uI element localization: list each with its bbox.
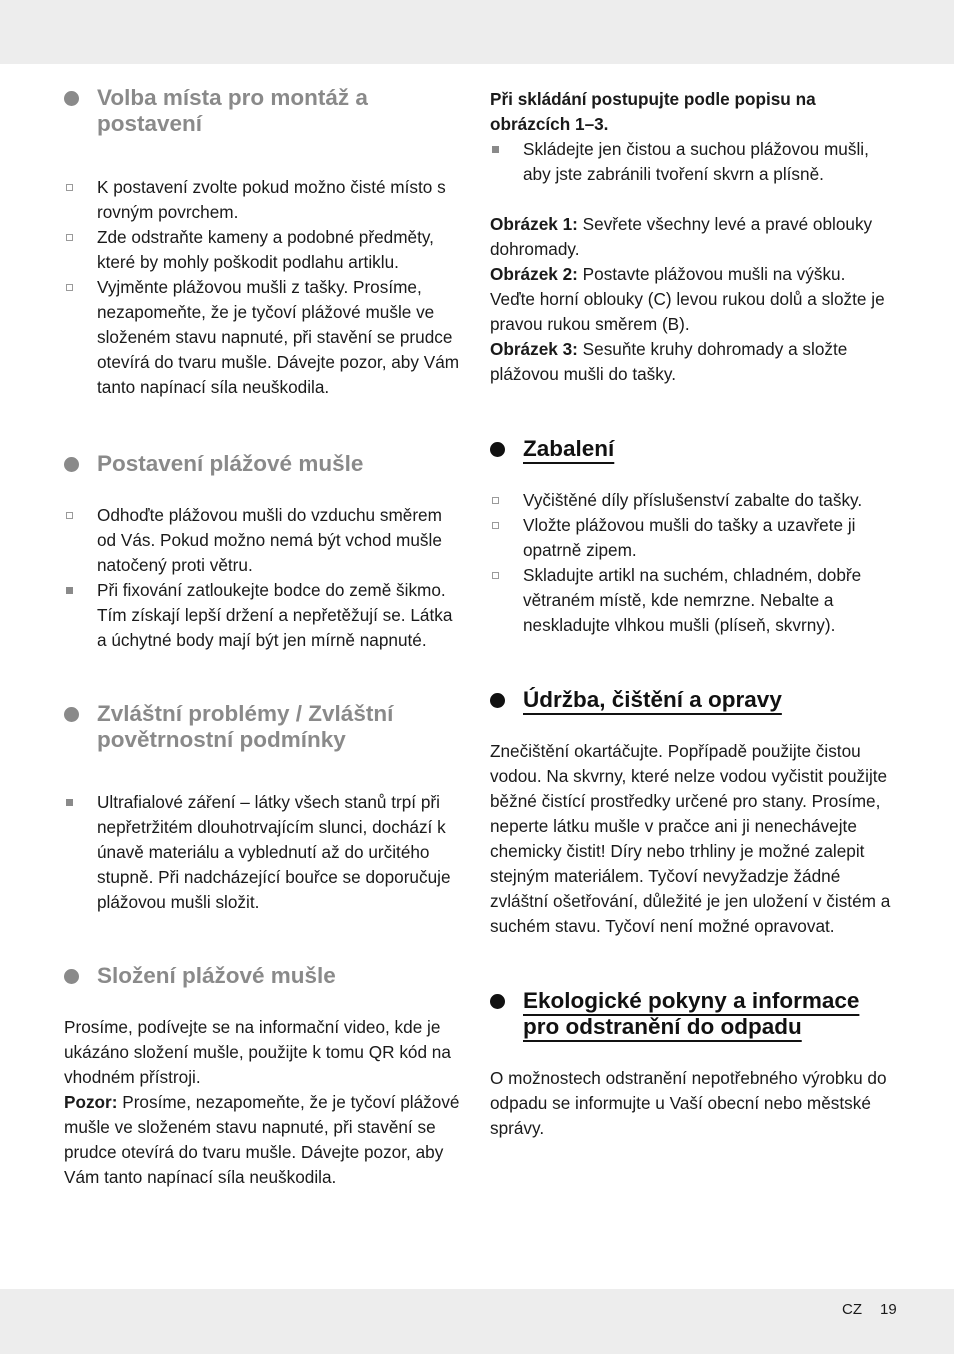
- language-code: CZ: [842, 1301, 862, 1318]
- open-square-bullet-icon: [492, 522, 499, 529]
- filled-square-bullet-icon: [66, 587, 73, 594]
- left-column: [64, 85, 464, 1190]
- list-item: Skládejte jen čistou a suchou plážovou mušli, aby jste zabránili tvoření skvrn a plísně.: [490, 137, 894, 187]
- open-square-bullet-icon: [492, 497, 499, 504]
- bullet-dot-icon: [490, 994, 505, 1009]
- open-square-bullet-icon: [492, 572, 499, 579]
- figure-3-step: Obrázek 3: Sesuňte kruhy dohromady a složte plážovou mušli do tašky.: [490, 339, 848, 384]
- page-number: 19: [880, 1301, 897, 1318]
- bullet-dot-icon: [490, 693, 505, 708]
- list-item: Odhoďte plážovou mušli do vzduchu směrem od Vás. Pokud možno nemá být vchod mušle natočený proti větru.: [64, 503, 464, 578]
- section-heading-packing: Zabalení: [490, 436, 894, 462]
- bullet-dot-icon: [64, 91, 79, 106]
- section-heading-setup: Postavení plážové mušle: [64, 451, 464, 477]
- bullet-dot-icon: [64, 457, 79, 472]
- figure-1-step: Obrázek 1: Sevřete všechny levé a pravé oblouky dohromady.: [490, 214, 873, 259]
- footer-band: [0, 1289, 954, 1354]
- setup-list: [64, 503, 464, 653]
- bullet-dot-icon: [64, 707, 79, 722]
- open-square-bullet-icon: [66, 184, 73, 191]
- maintenance-text: Znečištění okartáčujte. Popřípadě použijte čistou vodou. Na skvrny, které nelze vodou vyčistit použijte běžné čistící prostředky určené pro stany. Prosíme, neperte látku mušle v pračce ani ji nenechávejte chemicky čistit! Díry nebo trhliny je možné zalepit stejným materiálem. Tyčoví nevyžadzje žádné zvláštní ošetřování, důležité je jen uložení v čistém a suchém stavu. Tyčoví není možné opravovat.: [490, 741, 891, 936]
- open-square-bullet-icon: [66, 512, 73, 519]
- disposal-text: O možnostech odstranění nepotřebného výrobku do odpadu se informujte u Vaší obecní nebo městské správy.: [490, 1068, 887, 1138]
- open-square-bullet-icon: [66, 284, 73, 291]
- list-item: K postavení zvolte pokud možno čisté místo s rovným povrchem.: [64, 175, 464, 225]
- section-heading-folding: Složení plážové mušle: [64, 963, 464, 989]
- bullet-dot-icon: [64, 969, 79, 984]
- folding-warning: Pozor: Prosíme, nezapomeňte, že je tyčoví plážové mušle ve složeném stavu napnuté, při stavění se prudce otevírá do tvaru mušle. Dávejte pozor, aby Vám tanto napínací síla neuškodila.: [64, 1092, 460, 1187]
- header-band: [0, 0, 954, 64]
- section-heading-disposal: Ekologické pokyny a informace pro odstranění do odpadu: [490, 988, 894, 1040]
- list-item: Vložte plážovou mušli do tašky a uzavřete ji opatrně zipem.: [490, 513, 894, 563]
- packing-list: [490, 488, 894, 638]
- folding-intro: Při skládání postupujte podle popisu na obrázcích 1–3.: [490, 89, 816, 134]
- section-heading-problems: Zvláštní problémy / Zvláštní povětrnostní podmínky: [64, 701, 464, 753]
- figure-2-step: Obrázek 2: Postavte plážovou mušli na výšku. Veďte horní oblouky (C) levou rukou dolů a složte je pravou rukou směrem (B).: [490, 264, 885, 334]
- list-item: Při fixování zatloukejte bodce do země šikmo. Tím získají lepší držení a nepřetěžují se. Látka a úchytné body mají být jen mírně napnuté.: [64, 578, 464, 653]
- page-footer: [842, 1300, 915, 1320]
- section-heading-maintenance: Údržba, čištění a opravy: [490, 687, 894, 713]
- section-heading-mounting: Volba místa pro montáž a postavení: [64, 85, 464, 137]
- folding-intro-list: [490, 137, 894, 187]
- bullet-dot-icon: [490, 442, 505, 457]
- right-column: [490, 87, 894, 1141]
- open-square-bullet-icon: [66, 234, 73, 241]
- list-item: Skladujte artikl na suchém, chladném, dobře větraném místě, kde nemrzne. Nebalte a neskladujte vlhkou mušli (plíseň, skvrny).: [490, 563, 894, 638]
- problems-list: [64, 790, 464, 915]
- filled-square-bullet-icon: [66, 799, 73, 806]
- folding-text: Prosíme, podívejte se na informační video, kde je ukázáno složení mušle, použijte k tomu QR kód na vhodném přístroji.: [64, 1017, 451, 1087]
- list-item: Zde odstraňte kameny a podobné předměty, které by mohly poškodit podlahu artiklu.: [64, 225, 464, 275]
- list-item: Vyjměnte plážovou mušli z tašky. Prosíme, nezapomeňte, že je tyčoví plážové mušle ve složeném stavu napnuté, při stavění se prudce otevírá do tvaru mušle. Dávejte pozor, aby Vám tanto napínací síla neuškodila.: [64, 275, 464, 400]
- filled-square-bullet-icon: [492, 146, 499, 153]
- list-item: Ultrafialové záření – látky všech stanů trpí při nepřetržitém dlouhotrvajícím slunci, dochází k únavě materiálu a vyblednutí až do určitého stupně. Při nadcházející bouřce se doporučuje plážovou mušli složit.: [64, 790, 464, 915]
- mounting-list: [64, 175, 464, 400]
- list-item: Vyčištěné díly příslušenství zabalte do tašky.: [490, 488, 894, 513]
